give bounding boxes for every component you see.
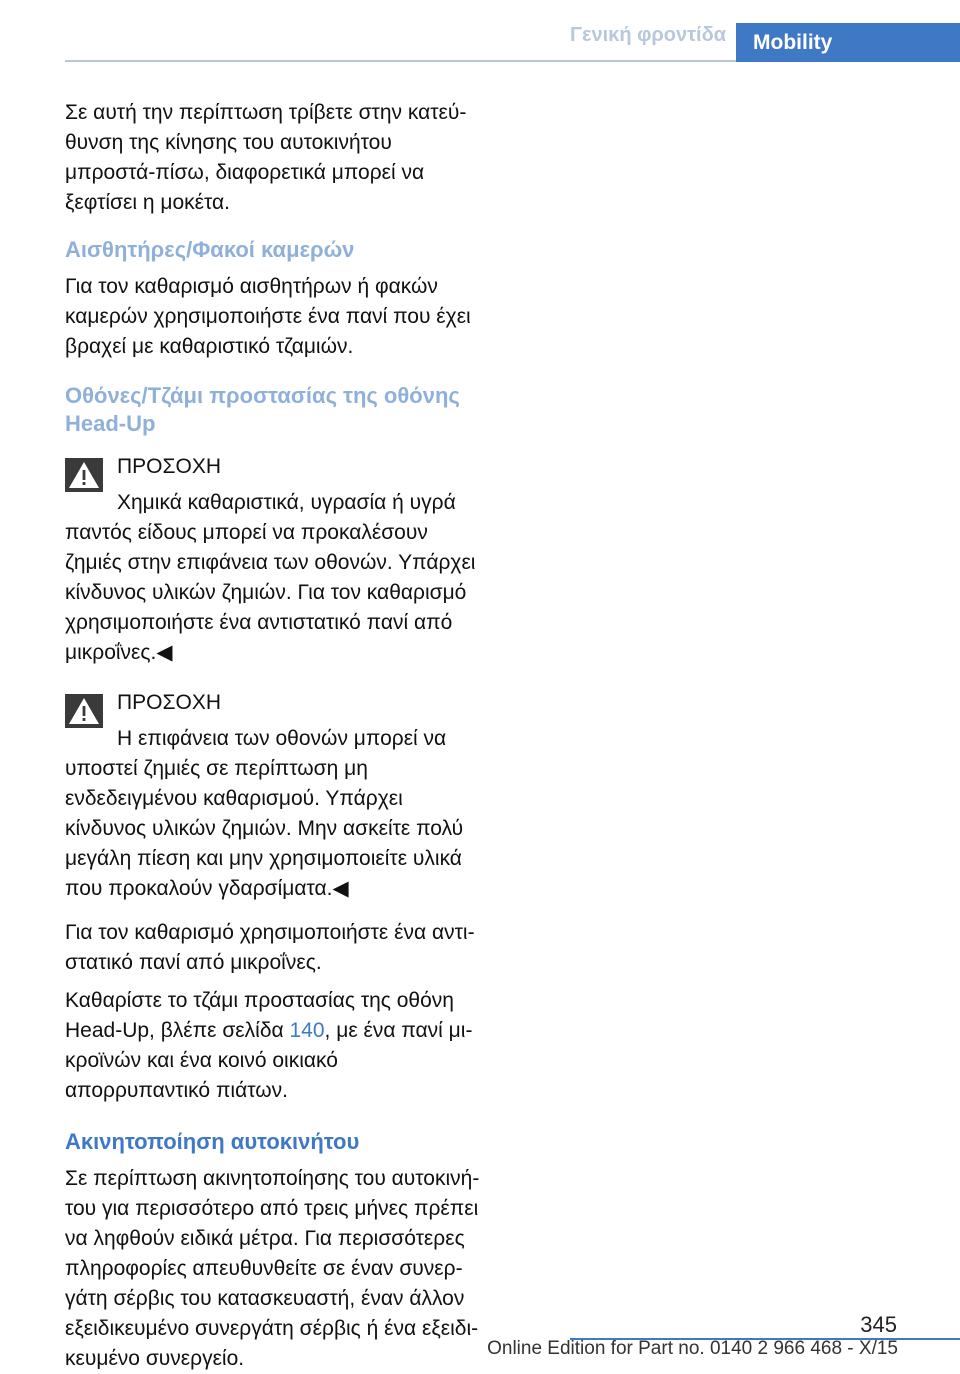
screens-paragraph-2-start: Καθαρίστε το τζάμι προστασίας της οθόνη Head-Up, βλέπε σελίδα (65, 989, 454, 1042)
warning-triangle-icon (65, 694, 103, 728)
warning-1-title: ΠΡΟΣΟΧΗ (117, 455, 221, 478)
warning-2-text: Η επιφάνεια των οθονών μπορεί να υποστεί ζημιές σε περίπτωση μη ενδεδειγμένου καθαρισμού. Υπάρχει κίνδυνος υλικών ζημιών. Μην ασκείτε πολύ μεγάλη πίεση και μην χρησιμοποιείτε υλικά που προκαλούν γδαρσίματα.◀ (65, 727, 464, 900)
header-chapter-tab: Mobility (736, 23, 960, 62)
screens-heading (65, 382, 485, 438)
page-reference-link[interactable]: 140 (289, 1019, 325, 1042)
screens-heading-line1: Οθόνες/Τζάμι προστασίας της οθόνης (65, 383, 460, 408)
immobilization-paragraph: Σε περίπτωση ακινητοποίησης του αυτοκινήτου για περισσότερο από τρεις μήνες πρέπει να ληφθούν ειδικά μέτρα. Για περισσότερες πληροφορίες απευθυνθείτε σε έναν συνεργάτη σέρβις του κατασκευαστή, έναν άλλον εξειδικευμένο συνεργάτη σέρβις ή ένα εξειδικευμένο συνεργείο. (65, 1167, 480, 1370)
warning-2-title: ΠΡΟΣΟΧΗ (117, 691, 221, 714)
intro-paragraph: Σε αυτή την περίπτωση τρίβετε στην κατεύθυνση της κίνησης του αυτοκινήτου μπροστά-πίσω, διαφορετικά μπορεί να ξεφτίσει η μοκέτα. (65, 101, 467, 214)
footer-edition: Online Edition for Part no. 0140 2 966 468 - X/15 (487, 1338, 898, 1359)
header-section-tab: Γενική φροντίδα (569, 24, 727, 46)
screens-paragraph-2-end: , με ένα πανί μικροϊνών και ένα κοινό οικιακό απορρυπαντικό πιάτων. (65, 1019, 473, 1102)
screens-paragraph-2 (65, 986, 485, 1106)
sensors-heading: Αισθητήρες/Φακοί καμερών (65, 237, 355, 262)
warning-block-2 (65, 688, 485, 904)
warning-block-1 (65, 452, 485, 668)
screens-paragraph-1: Για τον καθαρισμό χρησιμοποιήστε ένα αντιστατικό πανί από μικροΐνες. (65, 921, 475, 974)
page-number: 345 (860, 1312, 897, 1337)
warning-triangle-icon (65, 458, 103, 492)
screens-heading-line2: Head-Up (65, 411, 156, 436)
immobilization-heading: Ακινητοποίηση αυτοκινήτου (65, 1129, 360, 1154)
main-column (65, 98, 485, 1374)
warning-1-text: Χημικά καθαριστικά, υγρασία ή υγρά παντός είδους μπορεί να προκαλέσουν ζημιές στην επιφάνεια των οθονών. Υπάρχει κίνδυνος υλικών ζημιών. Για τον καθαρισμό χρησιμοποιήστε ένα αντιστατικό πανί από μικροΐνες.◀ (65, 491, 476, 664)
sensors-paragraph: Για τον καθαρισμό αισθητήρων ή φακών καμερών χρησιμοποιήστε ένα πανί που έχει βραχεί με καθαριστικό τζαμιών. (65, 275, 471, 358)
